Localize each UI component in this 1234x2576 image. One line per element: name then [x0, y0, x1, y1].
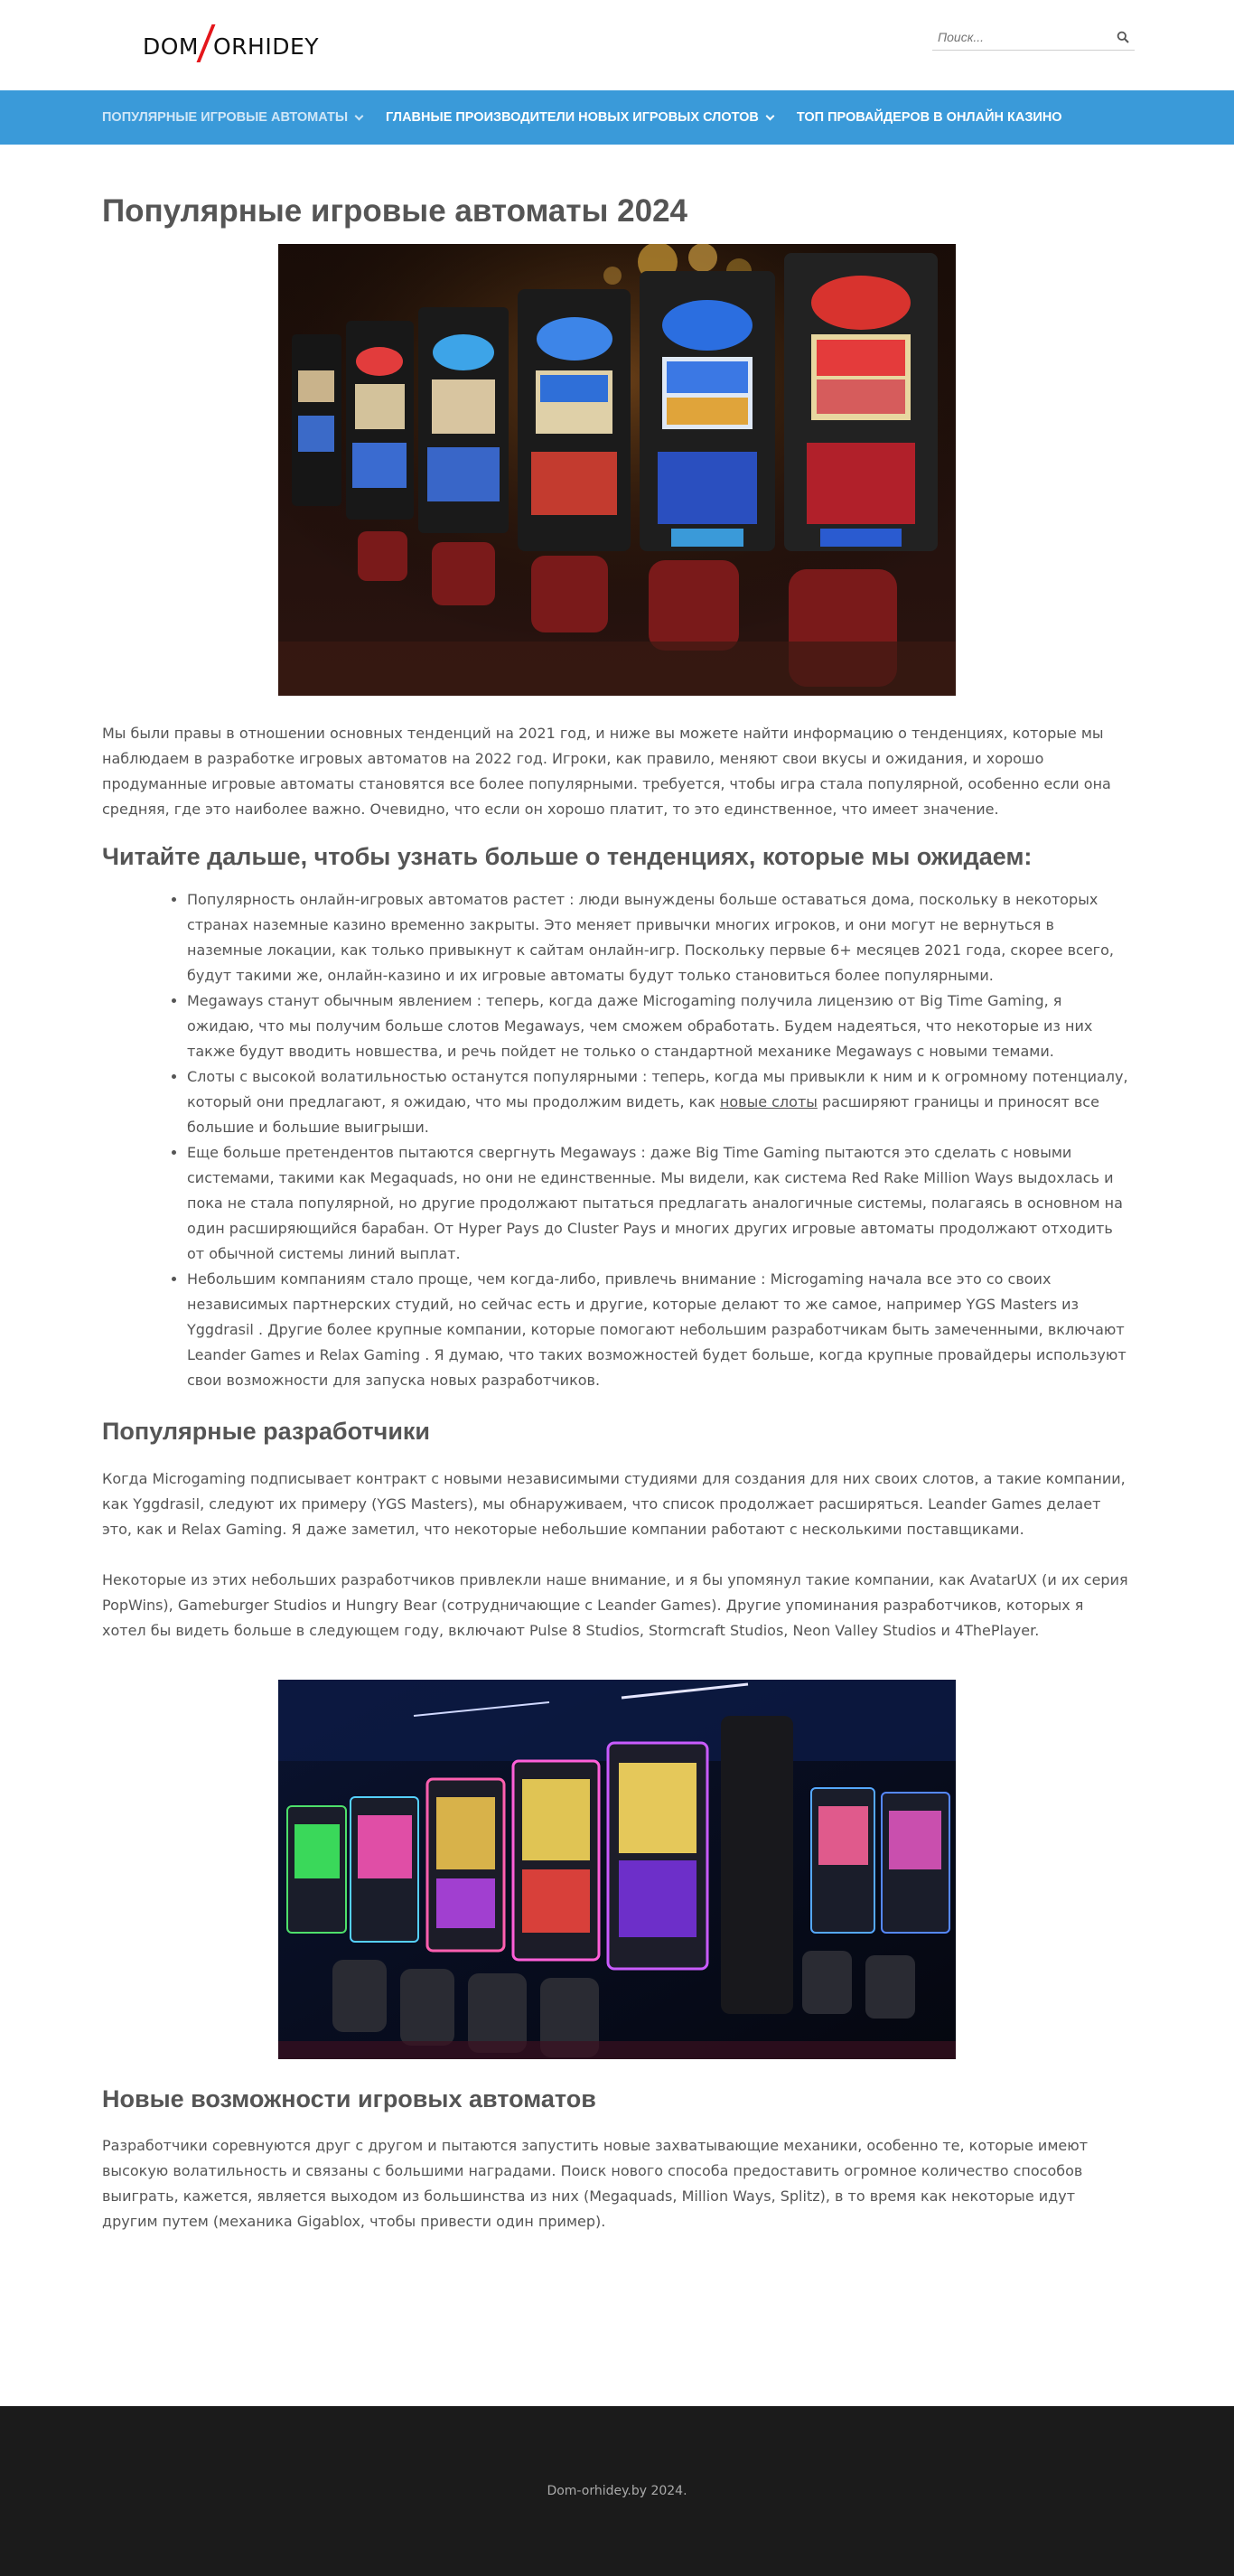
search-box [932, 23, 1135, 51]
slot-machine [608, 1743, 707, 1969]
slot-machine [513, 1761, 599, 1960]
neon-slot-room-photo [278, 1680, 956, 2059]
new-features-heading: Новые возможности игровых автоматов [102, 2084, 596, 2112]
nav-item-label: ТОП ПРОВАЙДЕРОВ В ОНЛАЙН КАЗИНО [796, 110, 1062, 125]
search-icon[interactable] [1117, 31, 1129, 43]
site-header [0, 0, 1234, 90]
slot-machine [346, 321, 414, 520]
slot-machine [418, 307, 509, 533]
intro-paragraph: Мы были правы в отношении основных тенденций на 2021 год, и ниже вы можете найти информацию о тенденциях, которые мы наблюдаем в разработке игровых автоматов на 2022 год. Игроки, как правило, меняют свои вкусы и ожидания, и хорошо продуманные игровые автоматы становятся все более популярными. требуется, чтобы игра стала популярной, особенно если она средняя, где это наиболее важно. Очевидно, что если он хорошо платит, то это единственное, что имеет значение. [102, 725, 1111, 818]
search-input[interactable] [932, 30, 1104, 44]
list-item-text: Слоты с высокой волатильностью останутся популярными : теперь, когда мы привыкли к ним и к огромному потенциалу, который они предлагают, я ожидаю, что мы продолжим видеть, как [187, 1068, 1128, 1111]
nav-item-top-providers[interactable] [797, 110, 1062, 125]
site-logo[interactable] [143, 27, 319, 65]
list-item: • Популярность онлайн-игровых автоматов растет : люди вынуждены больше оставаться дома, поскольку в некоторых странах наземные казино временно закрыты. Это меняет привычки многих игроков, и они могут не вернуться в наземные локации, как только привыкнут к сайтам онлайн-игр. Поскольку первые 6+ месяцев 2021 года, скорее всего, будут такими же, онлайн-казино и их игровые автоматы будут только становиться более популярными. [187, 887, 1132, 988]
site-footer [0, 2406, 1234, 2576]
footer-copyright: Dom-orhidey.by 2024. [547, 2484, 687, 2499]
trends-heading: Читайте дальше, чтобы узнать больше о тенденциях, которые мы ожидаем: [102, 843, 1033, 870]
page-title: Популярные игровые автоматы 2024 [102, 193, 688, 229]
trends-list [102, 887, 1132, 1393]
nav-item-slot-manufacturers[interactable] [386, 110, 773, 125]
developers-paragraph: Некоторые из этих небольших разработчиков привлекли наше внимание, и я бы упомянул такие компании, как AvatarUX (и их серия PopWins), Gameburger Studios и Hungry Bear (сотрудничающие с Leander Games). Другие упоминания разработчиков, которых я хотел бы видеть больше в следующем году, включают Pulse 8 Studios, Stormcraft Studios, Neon Valley Studios и 4ThePlayer. [102, 1570, 1128, 1639]
article-content [0, 145, 1234, 2234]
new-features-paragraph: Разработчики соревнуются друг с другом и пытаются запустить новые захватывающие механики, особенно те, которые имеют высокую волатильность и связаны с большими наградами. Поиск нового способа предоставить огромное количество способов выиграть, кажется, является выходом из большинства из них (Megaquads, Million Ways, Splitz), в то время как некоторые идут другим путем (механика Gigablox, чтобы привести один пример). [102, 2137, 1089, 2231]
slot-machine [640, 271, 775, 551]
chevron-down-icon [355, 111, 364, 120]
slot-machine [427, 1779, 504, 1951]
list-item-text: расширяют границы и приносят все большие и большие выигрыши. [187, 1093, 1099, 1137]
slot-machine [292, 334, 341, 506]
slot-machine [784, 253, 938, 551]
slot-machine [351, 1797, 418, 1942]
nav-item-popular-slots[interactable] [102, 110, 362, 125]
slot-machine [882, 1793, 949, 1933]
slot-machine [518, 289, 631, 551]
nav-item-label: ГЛАВНЫЕ ПРОИЗВОДИТЕЛИ НОВЫХ ИГРОВЫХ СЛОТОВ [386, 110, 759, 125]
developers-heading: Популярные разработчики [102, 1418, 431, 1446]
chevron-down-icon [765, 111, 774, 120]
slot-machines-photo [278, 244, 956, 696]
developers-paragraph: Когда Microgaming подписывает контракт с новыми независимыми студиями для создания для них своих слотов, а такие компании, как Yggdrasil, следуют их примеру (YGS Masters), мы обнаруживаем, что список продолжает расширяться. Leander Games делает это, как и Relax Gaming. Я даже заметил, что некоторые небольшие компании работают с несколькими поставщиками. [102, 1469, 1126, 1538]
list-item [187, 1064, 1132, 1140]
logo-text-right: ORHIDEY [213, 33, 320, 60]
list-item: • Megaways станут обычным явлением : теперь, когда даже Microgaming получила лицензию от Big Time Gaming, я ожидаю, что мы получим больше слотов Megaways, чем сможем обработать. Будем надеяться, что некоторые из них также будут вводить новшества, и речь пойдет не только о стандартной механике Megaways с новыми темами. [187, 988, 1132, 1064]
slot-machine [811, 1788, 874, 1933]
logo-text-left: DOM [143, 33, 199, 60]
nav-item-label: ПОПУЛЯРНЫЕ ИГРОВЫЕ АВТОМАТЫ [102, 110, 349, 125]
slot-machine [287, 1806, 346, 1933]
new-slots-link[interactable]: новые слоты [719, 1093, 818, 1111]
list-item: • Небольшим компаниям стало проще, чем когда-либо, привлечь внимание : Microgaming начала все это со своих независимых партнерских студий, но сейчас есть и другие, которые делают то же самое, например YGS Masters из Yggdrasil . Другие более крупные компании, которые помогают небольшим разработчикам быть замеченными, включают Leander Games и Relax Gaming . Я думаю, что таких возможностей будет больше, когда крупные провайдеры используют свои возможности для запуска новых разработчиков. [187, 1267, 1132, 1393]
list-item: • Еще больше претендентов пытаются свергнуть Megaways : даже Big Time Gaming пытаются это сделать с новыми системами, такими как Megaquads, но они не единственные. Мы видели, как система Red Rake Million Ways выдохлась и пока не стала популярной, но другие продолжают пытаться предлагать аналогичные системы, полагаясь в основном на один расширяющийся барабан. От Hyper Pays до Cluster Pays и многих других игровые автоматы продолжают отходить от обычной системы линий выплат. [187, 1140, 1132, 1267]
main-navigation [0, 90, 1234, 145]
